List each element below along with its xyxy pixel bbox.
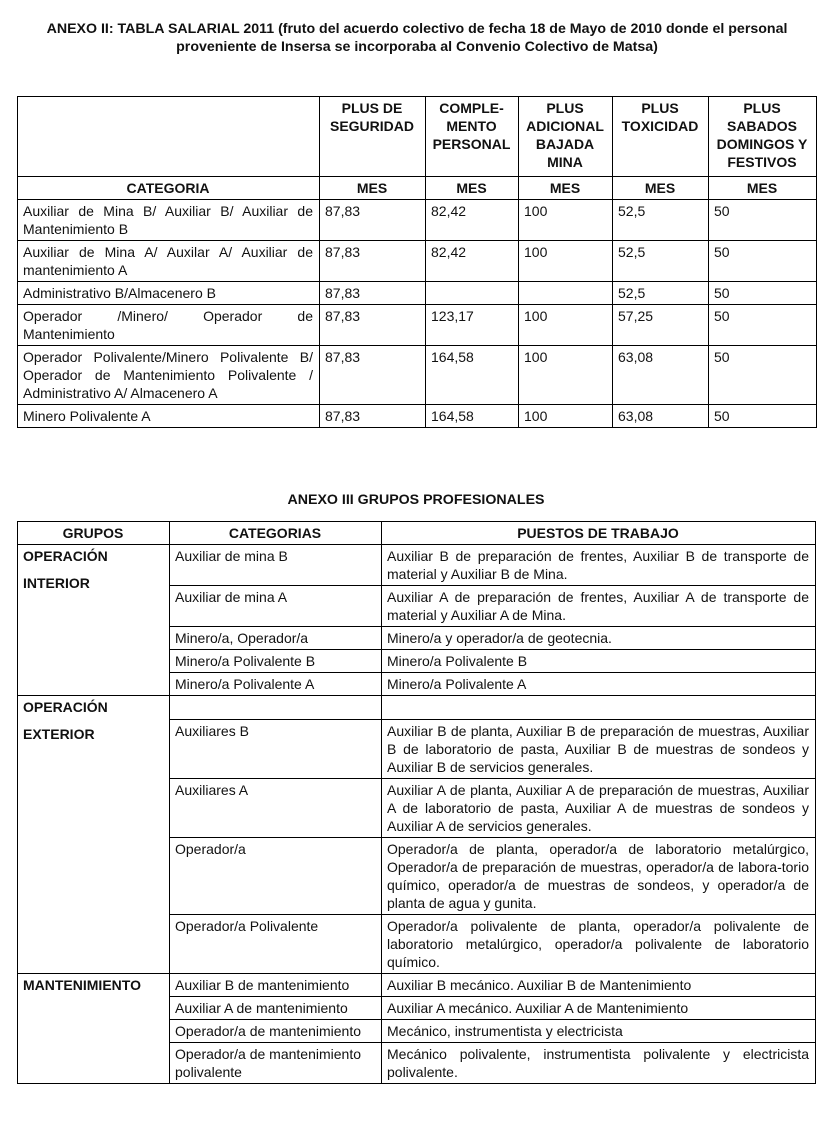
value-cell: 52,5 <box>613 282 709 305</box>
table-row <box>18 405 817 428</box>
categoria-cell: Minero/a, Operador/a <box>170 627 382 650</box>
categoria-cell: Auxiliar de mina A <box>170 586 382 627</box>
value-cell: 50 <box>709 405 817 428</box>
table-row <box>18 241 817 282</box>
mes-header: MES <box>426 177 519 200</box>
puesto-cell: Auxiliar A de planta, Auxiliar A de preparación de muestras, Auxiliar A de laboratorio de pasta, Auxiliar A de muestras de sondeos y Auxiliar A de servicios generales. <box>382 779 816 838</box>
salary-header-row <box>18 97 817 177</box>
mes-header: MES <box>320 177 426 200</box>
categoria-cell: Operador/a Polivalente <box>170 915 382 974</box>
categoria-header: CATEGORIA <box>18 177 320 200</box>
value-cell <box>426 282 519 305</box>
anexo2-title <box>18 20 816 56</box>
value-cell: 82,42 <box>426 200 519 241</box>
categoria-cell <box>170 696 382 720</box>
group-name-line1: OPERACIÓN <box>23 548 108 564</box>
puesto-cell: Minero/a y operador/a de geotecnia. <box>382 627 816 650</box>
value-cell: 100 <box>519 346 613 405</box>
value-cell: 57,25 <box>613 305 709 346</box>
value-cell: 50 <box>709 282 817 305</box>
value-cell: 63,08 <box>613 346 709 405</box>
value-cell: 164,58 <box>426 346 519 405</box>
salary-subheader-row <box>18 177 817 200</box>
table-row <box>18 545 816 586</box>
group-name-line2: EXTERIOR <box>23 726 95 742</box>
group-name-line2: INTERIOR <box>23 575 90 591</box>
puesto-cell: Auxiliar B mecánico. Auxiliar B de Mantenimiento <box>382 974 816 997</box>
categoria-cell: Auxiliar de Mina B/ Auxiliar B/ Auxiliar de Mantenimiento B <box>18 200 320 241</box>
value-cell: 50 <box>709 305 817 346</box>
value-cell: 123,17 <box>426 305 519 346</box>
mes-header: MES <box>519 177 613 200</box>
categoria-cell: Auxiliares A <box>170 779 382 838</box>
value-cell: 87,83 <box>320 282 426 305</box>
value-cell: 87,83 <box>320 200 426 241</box>
value-cell: 82,42 <box>426 241 519 282</box>
categoria-cell: Auxiliares B <box>170 720 382 779</box>
categoria-cell: Operador Polivalente/Minero Polivalente B/ Operador de Mantenimiento Polivalente / Administrativo A/ Almacenero A <box>18 346 320 405</box>
empty-header-cell <box>18 97 320 177</box>
value-cell: 100 <box>519 305 613 346</box>
anexo2-title-line2: proveniente de Insersa se incorporaba al Convenio Colectivo de Matsa) <box>176 39 658 55</box>
puesto-cell <box>382 696 816 720</box>
group-cell <box>18 974 170 1084</box>
table-row <box>18 974 816 997</box>
col-header: PLUS SABADOS DOMINGOS Y FESTIVOS <box>709 97 817 177</box>
value-cell: 50 <box>709 200 817 241</box>
table-row <box>18 346 817 405</box>
value-cell: 100 <box>519 200 613 241</box>
puesto-cell: Auxiliar A de preparación de frentes, Auxiliar A de transporte de material y Auxiliar A de Mina. <box>382 586 816 627</box>
mes-header: MES <box>613 177 709 200</box>
categoria-cell: Minero Polivalente A <box>18 405 320 428</box>
mes-header: MES <box>709 177 817 200</box>
anexo2-title-line1: ANEXO II: TABLA SALARIAL 2011 (fruto del acuerdo colectivo de fecha 18 de Mayo de 2010 donde el personal <box>46 21 788 37</box>
categoria-cell: Auxiliar A de mantenimiento <box>170 997 382 1020</box>
categoria-cell: Operador/a de mantenimiento polivalente <box>170 1043 382 1084</box>
groups-table <box>17 521 816 1084</box>
puesto-cell: Mecánico, instrumentista y electricista <box>382 1020 816 1043</box>
col-header: PUESTOS DE TRABAJO <box>382 522 816 545</box>
col-header: PLUS ADICIONAL BAJADA MINA <box>519 97 613 177</box>
puesto-cell: Auxiliar B de preparación de frentes, Auxiliar B de transporte de material y Auxiliar B de Mina. <box>382 545 816 586</box>
anexo3-title: ANEXO III GRUPOS PROFESIONALES <box>287 492 545 508</box>
categoria-cell: Auxiliar de Mina A/ Auxilar A/ Auxiliar de mantenimiento A <box>18 241 320 282</box>
categoria-cell: Administrativo B/Almacenero B <box>18 282 320 305</box>
puesto-cell: Mecánico polivalente, instrumentista polivalente y electricista polivalente. <box>382 1043 816 1084</box>
puesto-cell: Operador/a de planta, operador/a de laboratorio metalúrgico, Operador/a de preparación de muestras, operador/a de labora-torio químico, operador/a de muestras de sondeos, y operador/a de planta de agua y gunita. <box>382 838 816 915</box>
puesto-cell: Auxiliar B de planta, Auxiliar B de preparación de muestras, Auxiliar B de laboratorio de pasta, Auxiliar B de muestras de sondeos y Auxiliar B de servicios generales. <box>382 720 816 779</box>
puesto-cell: Operador/a polivalente de planta, operador/a polivalente de laboratorio metalúrgico, operador/a polivalente de laboratorio químico. <box>382 915 816 974</box>
categoria-cell: Operador /Minero/ Operador de Mantenimiento <box>18 305 320 346</box>
categoria-cell: Operador/a <box>170 838 382 915</box>
table-row <box>18 282 817 305</box>
col-header: COMPLE- MENTO PERSONAL <box>426 97 519 177</box>
categoria-cell: Operador/a de mantenimiento <box>170 1020 382 1043</box>
value-cell: 50 <box>709 241 817 282</box>
value-cell: 87,83 <box>320 346 426 405</box>
categoria-cell: Minero/a Polivalente B <box>170 650 382 673</box>
table-row <box>18 696 816 720</box>
col-header: PLUS TOXICIDAD <box>613 97 709 177</box>
groups-header-row <box>18 522 816 545</box>
categoria-cell: Auxiliar B de mantenimiento <box>170 974 382 997</box>
value-cell: 87,83 <box>320 241 426 282</box>
table-row <box>18 200 817 241</box>
group-name-line1: MANTENIMIENTO <box>23 977 141 993</box>
value-cell: 100 <box>519 405 613 428</box>
categoria-cell: Minero/a Polivalente A <box>170 673 382 696</box>
col-header: CATEGORIAS <box>170 522 382 545</box>
value-cell: 100 <box>519 241 613 282</box>
categoria-cell: Auxiliar de mina B <box>170 545 382 586</box>
value-cell: 52,5 <box>613 200 709 241</box>
col-header: PLUS DE SEGURIDAD <box>320 97 426 177</box>
value-cell: 164,58 <box>426 405 519 428</box>
salary-table <box>17 96 817 428</box>
group-name-line1: OPERACIÓN <box>23 699 108 715</box>
value-cell: 50 <box>709 346 817 405</box>
value-cell: 87,83 <box>320 405 426 428</box>
value-cell: 52,5 <box>613 241 709 282</box>
table-row <box>18 305 817 346</box>
puesto-cell: Minero/a Polivalente B <box>382 650 816 673</box>
value-cell: 87,83 <box>320 305 426 346</box>
value-cell: 63,08 <box>613 405 709 428</box>
puesto-cell: Minero/a Polivalente A <box>382 673 816 696</box>
group-cell <box>18 696 170 974</box>
col-header: GRUPOS <box>18 522 170 545</box>
group-cell <box>18 545 170 696</box>
puesto-cell: Auxiliar A mecánico. Auxiliar A de Mantenimiento <box>382 997 816 1020</box>
value-cell <box>519 282 613 305</box>
